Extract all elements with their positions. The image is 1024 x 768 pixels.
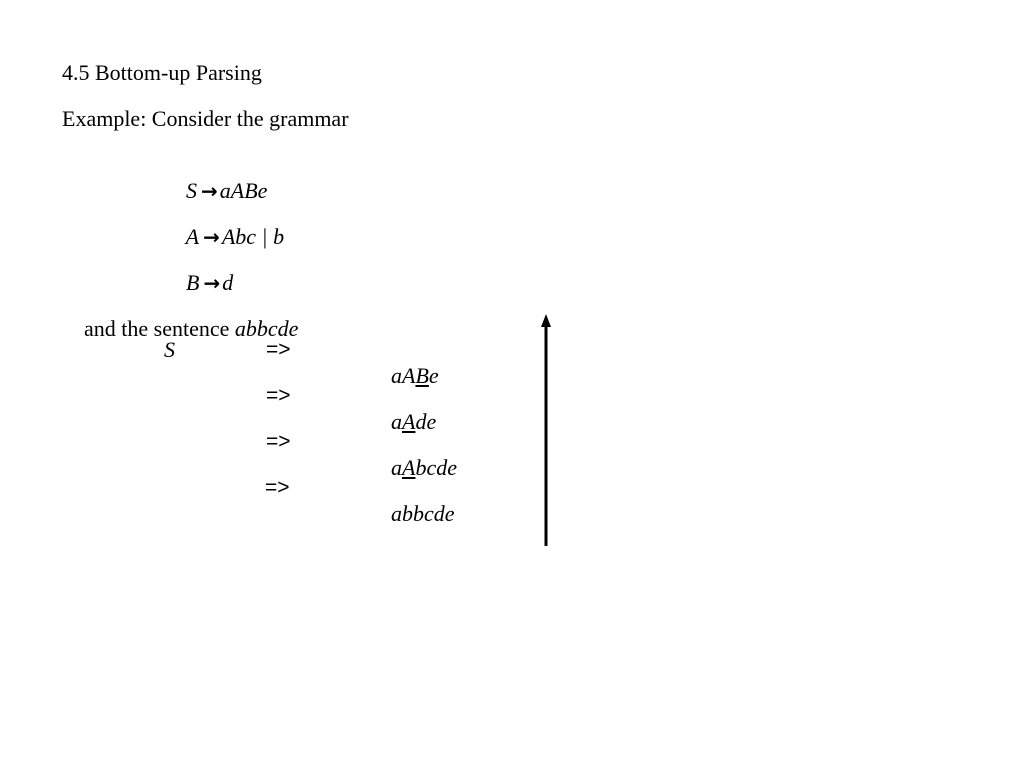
- step-suffix: bcde: [415, 455, 457, 480]
- right-arrow-icon: →: [201, 179, 218, 203]
- sentence-line: [62, 290, 298, 368]
- step-prefix: abbcde: [391, 501, 455, 526]
- sentence-label: and the sentence: [84, 316, 230, 341]
- step-handle: A: [402, 455, 416, 480]
- right-arrow-icon: →: [203, 225, 220, 249]
- derivation-start: S: [164, 337, 175, 362]
- step-prefix: a: [391, 409, 402, 434]
- yields-symbol: =>: [265, 476, 290, 499]
- rule-lhs: B: [186, 270, 200, 295]
- rule-rhs: aABe: [219, 178, 268, 203]
- derivation-step: [369, 475, 455, 553]
- rule-lhs: S: [186, 178, 197, 203]
- rule-rhs: d: [222, 270, 234, 295]
- intro-text: Example: Consider the grammar: [62, 106, 349, 131]
- yields-symbol: =>: [266, 430, 291, 453]
- right-arrow-icon: →: [203, 271, 221, 295]
- step-suffix: e: [428, 363, 439, 388]
- yields-symbol: =>: [266, 384, 291, 407]
- rule-rhs: Abc | b: [221, 224, 285, 249]
- step-handle: A: [402, 409, 416, 434]
- yields-symbol: =>: [266, 338, 291, 361]
- step-suffix: de: [415, 409, 437, 434]
- sentence-value: abbcde: [234, 316, 299, 341]
- rule-lhs: A: [185, 224, 200, 249]
- step-handle: B: [415, 363, 429, 388]
- page-title: 4.5 Bottom-up Parsing: [62, 60, 262, 85]
- step-prefix: a: [391, 455, 402, 480]
- step-prefix: aA: [391, 363, 416, 388]
- arrow-up-icon: [536, 310, 556, 550]
